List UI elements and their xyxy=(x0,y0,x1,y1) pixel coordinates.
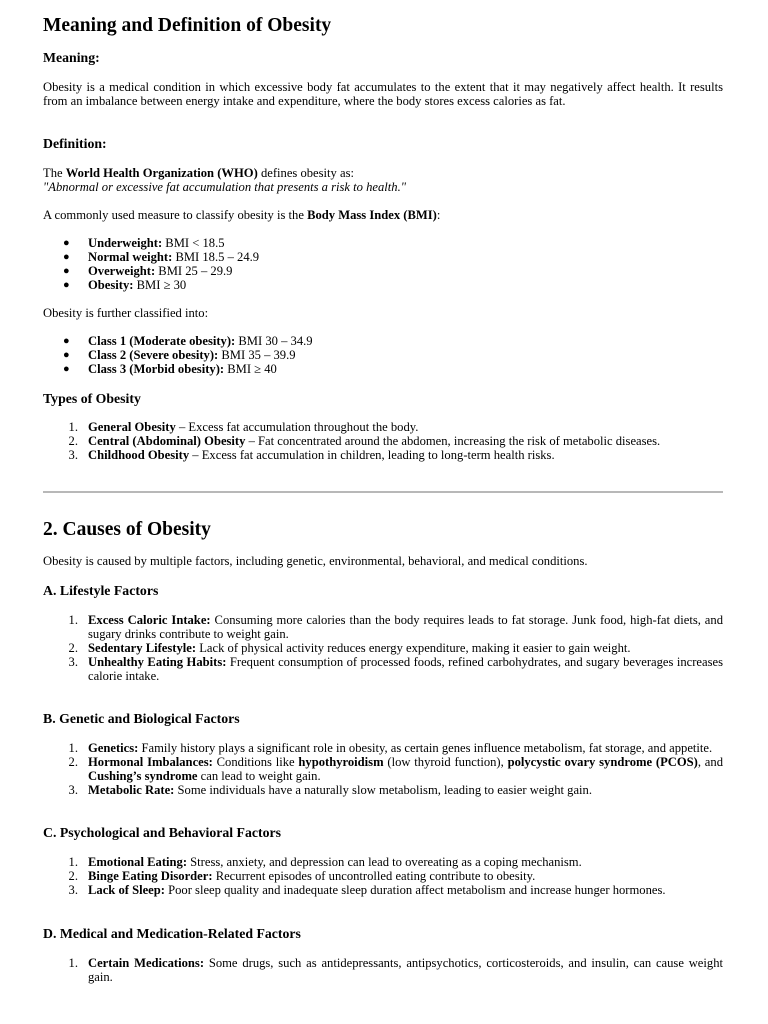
bullet-icon: ● xyxy=(63,363,70,375)
bullet-icon: ● xyxy=(63,237,70,249)
lifestyle-heading: A. Lifestyle Factors xyxy=(43,583,159,598)
page-title: Meaning and Definition of Obesity xyxy=(43,15,332,36)
bullet-icon: ● xyxy=(63,349,70,361)
medical-list xyxy=(43,956,723,984)
causes-intro: Obesity is caused by multiple factors, including genetic, environmental, behavioral, and medical conditions. xyxy=(43,554,588,568)
list-item: ● Underweight: BMI < 18.5 xyxy=(63,236,225,250)
list-item: 1. Emotional Eating: Stress, anxiety, and depression can lead to overeating as a coping mechanism. xyxy=(68,855,582,869)
list-item: ● Normal weight: BMI 18.5 – 24.9 xyxy=(63,250,260,264)
who-definition-line: The World Health Organization (WHO) defines obesity as: xyxy=(43,166,354,180)
bullet-icon: ● xyxy=(63,335,70,347)
types-list xyxy=(43,420,723,462)
list-item: 3. Metabolic Rate: Some individuals have a naturally slow metabolism, leading to easier weight gain. xyxy=(68,783,592,797)
list-item: ● Class 2 (Severe obesity): BMI 35 – 39.9 xyxy=(63,348,296,362)
bullet-icon: ● xyxy=(63,279,70,291)
bullet-icon: ● xyxy=(63,251,70,263)
meaning-paragraph: Obesity is a medical condition in which excessive body fat accumulates to the extent that it may negatively affect health. It results from an imbalance between energy intake and expenditure, where the body stores excess calories as fat. xyxy=(43,80,723,108)
list-item: ● Overweight: BMI 25 – 29.9 xyxy=(63,264,233,278)
list-item: 1. General Obesity – Excess fat accumulation throughout the body. xyxy=(68,420,419,434)
bullet-icon: ● xyxy=(63,265,70,277)
list-item: 2. Sedentary Lifestyle: Lack of physical activity reduces energy expenditure, making it easier to gain weight. xyxy=(68,641,631,655)
list-item: 2. Central (Abdominal) Obesity – Fat concentrated around the abdomen, increasing the risk of metabolic diseases. xyxy=(68,434,661,448)
list-item: 3. Childhood Obesity – Excess fat accumulation in children, leading to long-term health risks. xyxy=(68,448,555,462)
who-name: World Health Organization (WHO) xyxy=(65,166,258,180)
definition-heading: Definition: xyxy=(43,136,107,151)
psychological-list xyxy=(43,855,723,897)
list-item: ● Class 3 (Morbid obesity): BMI ≥ 40 xyxy=(63,362,277,376)
list-item: ● Class 1 (Moderate obesity): BMI 30 – 34.9 xyxy=(63,334,313,348)
types-heading: Types of Obesity xyxy=(43,391,141,406)
section-divider xyxy=(43,491,723,493)
who-quote: "Abnormal or excessive fat accumulation that presents a risk to health." xyxy=(43,180,407,194)
class-list xyxy=(43,334,723,376)
genetic-heading: B. Genetic and Biological Factors xyxy=(43,711,240,726)
bmi-intro: A commonly used measure to classify obesity is the Body Mass Index (BMI): xyxy=(43,208,441,222)
list-item: 1. Certain Medications: Some drugs, such as antidepressants, antipsychotics, corticosteroids, and insulin, can cause weight gain. xyxy=(68,956,723,984)
meaning-heading: Meaning: xyxy=(43,50,100,65)
causes-title: 2. Causes of Obesity xyxy=(43,519,211,540)
list-item: 1. Excess Caloric Intake: Consuming more calories than the body requires leads to fat storage. Junk food, high-fat diets, and sugary drinks contribute to weight gain. xyxy=(68,613,723,641)
list-item: 3. Unhealthy Eating Habits: Frequent consumption of processed foods, refined carbohydrates, and sugary beverages increases calorie intake. xyxy=(68,655,723,683)
genetic-list xyxy=(43,741,723,797)
list-item: ● Obesity: BMI ≥ 30 xyxy=(63,278,187,292)
psychological-heading: C. Psychological and Behavioral Factors xyxy=(43,825,281,840)
list-item: 2. Hormonal Imbalances: Conditions like hypothyroidism (low thyroid function), polycystic ovary syndrome (PCOS), and Cushing’s syndrome can lead to weight gain. xyxy=(68,755,723,783)
bmi-list xyxy=(43,236,723,292)
bmi-term: Body Mass Index (BMI) xyxy=(307,208,437,222)
list-item: 3. Lack of Sleep: Poor sleep quality and inadequate sleep duration affect metabolism and increase hunger hormones. xyxy=(68,883,666,897)
class-intro: Obesity is further classified into: xyxy=(43,306,209,320)
medical-heading: D. Medical and Medication-Related Factors xyxy=(43,926,301,941)
lifestyle-list xyxy=(43,613,723,683)
list-item: 1. Genetics: Family history plays a significant role in obesity, as certain genes influence metabolism, fat storage, and appetite. xyxy=(68,741,713,755)
list-item: 2. Binge Eating Disorder: Recurrent episodes of uncontrolled eating contribute to obesity. xyxy=(68,869,536,883)
